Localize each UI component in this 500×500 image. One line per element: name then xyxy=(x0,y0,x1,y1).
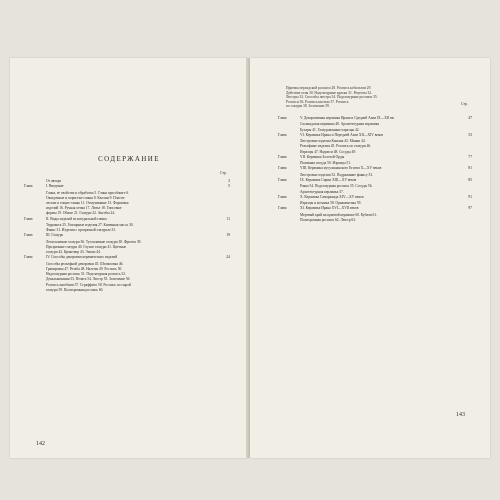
toc-entry xyxy=(24,211,220,215)
intro-line: Приемы персидской росписи 28. Роспись кобальтом 29. xyxy=(286,86,372,90)
toc-entry xyxy=(278,133,468,137)
entry-page-number: 11 xyxy=(226,216,230,221)
chapter-label: Глава xyxy=(278,154,287,159)
entry-text: Легкоплавкие глазури 36. Тугоплавкие глазури 38. Фритты 39. xyxy=(46,239,142,244)
entry-text: Бухары 41. Глазурованные изразцы 42. xyxy=(300,127,360,132)
chapter-label: Глава xyxy=(278,206,287,211)
page-column-header: Стр. xyxy=(220,171,227,175)
entry-text: Надглазурная роспись 51. Подглазурная роспись 52. xyxy=(46,272,126,277)
intro-line: Действие огня 30. Надглазурные краски 31. Рецепты 32. xyxy=(286,90,372,95)
toc-entry xyxy=(278,144,468,148)
entry-text: глазури 42. Кракелюр 43. Эмали 44. xyxy=(46,250,101,255)
entry-text: Способы рельефной декоровки 45. Штамповка 46. xyxy=(46,261,124,266)
chapter-label: Глава xyxy=(24,216,33,221)
entry-text: Терракота 25. Гончарные изделия 27. Каменная масса 30. xyxy=(46,223,134,227)
intro-line: Люстры 33. Способы люстра 34. Подглазурные росписи 35. xyxy=(286,95,378,100)
toc-entry xyxy=(24,250,220,254)
chapter-label: Глава xyxy=(278,166,287,171)
toc-entry xyxy=(24,277,220,281)
toc-entry xyxy=(24,240,220,244)
toc-entry xyxy=(278,128,468,132)
entry-text: Прозрачные глазури 40. Глухие глазури 41. Цветные xyxy=(46,245,127,249)
entry-text: Фаянс 31. Изделия с прозрачной глазурью 33. xyxy=(46,228,116,233)
toc-entry xyxy=(24,228,220,232)
toc-entry xyxy=(278,201,468,205)
entry-text: VI. Керамика Ирана и Передней Азии XII—XIV веков xyxy=(300,132,384,137)
entry-text: Декалькомания 53. Печать 54. Люстр 55. Золочение 56. xyxy=(46,277,131,282)
entry-page-number: 24 xyxy=(226,255,230,260)
toc-entry xyxy=(24,262,220,266)
entry-text: изделий 16. Ручная лепка 17. Литье 18. Гипсовые xyxy=(46,206,122,211)
entry-text: Люстровые изделия 52. Подражание фаянсу 53. xyxy=(300,172,374,177)
toc-entry xyxy=(278,116,468,120)
entry-text: Ракка 54. Подглазурная роспись 55. Сосуды 56. xyxy=(300,184,373,189)
chapter-label: Глава xyxy=(24,255,33,260)
entry-page-number: 97 xyxy=(468,206,472,211)
page-column-header: Стр. xyxy=(461,102,468,106)
entry-page-number: 85 xyxy=(468,178,472,182)
toc-entry xyxy=(24,272,220,276)
toc-entry xyxy=(24,245,220,249)
toc-entry xyxy=(24,191,220,195)
toc-entry xyxy=(24,184,220,188)
entry-text: Полихромная роспись 62. Люстр 63. xyxy=(300,218,356,222)
entry-text: IV. Способы декоровки керамических изделий xyxy=(46,255,118,260)
entry-text: I. Введение xyxy=(46,184,64,189)
entry-text: Ожидочные и пористые глины 8. Каолин 9. Пласти- xyxy=(46,195,126,200)
toc-entry xyxy=(278,122,468,126)
entry-page-number: 47 xyxy=(468,116,472,120)
toc-entry xyxy=(24,255,220,259)
entry-text: X. Керамика Самарканда XIV—XV веков xyxy=(300,194,364,199)
toc-entry xyxy=(278,139,468,143)
chapter-label: Глава xyxy=(24,233,33,238)
toc-entry xyxy=(24,217,220,221)
entry-text: Мертвый край на краевой керамике 60. Кубачи 61. xyxy=(300,212,378,217)
toc-entry xyxy=(278,213,468,217)
chapter-label: Глава xyxy=(278,194,287,199)
chapter-label: Глава xyxy=(278,132,287,137)
intro-line: по глазури 38. Золочение 39. xyxy=(286,104,330,109)
toc-entry xyxy=(278,195,468,199)
entry-text: Роспись ангобами 57. Сграффито 58. Роспись по сырой xyxy=(46,282,131,287)
chapter-label: Глава xyxy=(24,184,33,189)
entry-text: Глина, ее свойства и обработка 5. Глина при обжиге 6. xyxy=(46,190,130,195)
entry-text: Поливная посуда 50. Изразцы 51. xyxy=(300,161,352,166)
entry-text: глазури 59. Полихромная роспись 60. xyxy=(46,287,104,292)
entry-text: Сасанидская керамика 40. Архитектурная керамика xyxy=(300,122,380,127)
entry-page-number: 81 xyxy=(468,166,472,171)
chapter-label: Глава xyxy=(278,178,287,182)
entry-text: формы 19. Обжиг 21. Глазури 22. Ангобы 24. xyxy=(46,211,116,216)
toc-entry xyxy=(278,190,468,194)
toc-entry xyxy=(24,283,220,287)
entry-text: VII. Керамика Золотой Орды xyxy=(300,154,345,159)
toc-entry xyxy=(278,161,468,165)
intro-text xyxy=(286,86,378,109)
toc-entry xyxy=(24,201,220,205)
toc-entry xyxy=(24,196,220,200)
toc-entry xyxy=(278,184,468,188)
entry-page-number: 91 xyxy=(468,194,472,199)
entry-text: III. Глазурь xyxy=(46,233,64,238)
entry-text: ческие и тощие глины 11. Отмучиванне 13. Формовка xyxy=(46,201,129,205)
entry-page-number: 19 xyxy=(226,233,230,238)
right-page xyxy=(250,58,490,458)
toc-entry xyxy=(278,150,468,154)
left-page xyxy=(10,58,248,458)
entry-text: Архитектурная керамика 57. xyxy=(300,189,344,194)
entry-page-number: 53 xyxy=(468,132,472,137)
entry-page-number: 3 xyxy=(228,179,230,183)
entry-text: VIII. Керамика мусульманского Египта X—XV веков xyxy=(300,166,382,171)
toc-entry xyxy=(24,179,220,183)
entry-page-number: 77 xyxy=(468,154,472,159)
toc-entry xyxy=(24,223,220,227)
toc-entry xyxy=(278,218,468,222)
toc-entry xyxy=(278,206,468,210)
toc-entry xyxy=(24,288,220,292)
book-spread xyxy=(10,58,490,458)
entry-text: V. Декоративная керамика Ирана и Средней Азии IX—XII вв. xyxy=(300,116,395,120)
toc-entry xyxy=(278,173,468,177)
toc-title: СОДЕРЖАНИЕ xyxy=(98,155,160,163)
entry-text: Изразцы и мозаика 58. Орнаментика 59. xyxy=(300,201,362,206)
entry-text: Люстровые изделия Кашана 43. Минаи 44. xyxy=(300,139,366,144)
toc-entry xyxy=(24,233,220,237)
toc-entry xyxy=(278,178,468,182)
entry-text: XI. Керамика Ирана XVI—XVII веков xyxy=(300,206,359,211)
entry-text: Изразцы 47. Надписи 48. Сосуды 49. xyxy=(300,149,357,154)
entry-text: Рельефные изделия 45. Роспись по глазури 46. xyxy=(300,144,372,149)
toc-entry xyxy=(278,166,468,170)
page-number: 143 xyxy=(456,412,465,418)
entry-text: От автора xyxy=(46,179,61,183)
entry-text: Гравировка 47. Резьба 48. Налепы 49. Роспись 50. xyxy=(46,267,123,271)
entry-text: IX. Керамика Сирии XIII—XV веков xyxy=(300,178,357,182)
chapter-label: Глава xyxy=(278,116,287,120)
toc-entry xyxy=(278,155,468,159)
toc-entry xyxy=(24,206,220,210)
entry-text: II. Виды изделий из натуральной глины xyxy=(46,216,107,221)
page-number: 142 xyxy=(36,441,45,447)
toc-entry xyxy=(24,267,220,271)
intro-line: Росписи 36. Роспись кистью 37. Роспись xyxy=(286,99,349,104)
entry-page-number: 5 xyxy=(228,184,230,189)
